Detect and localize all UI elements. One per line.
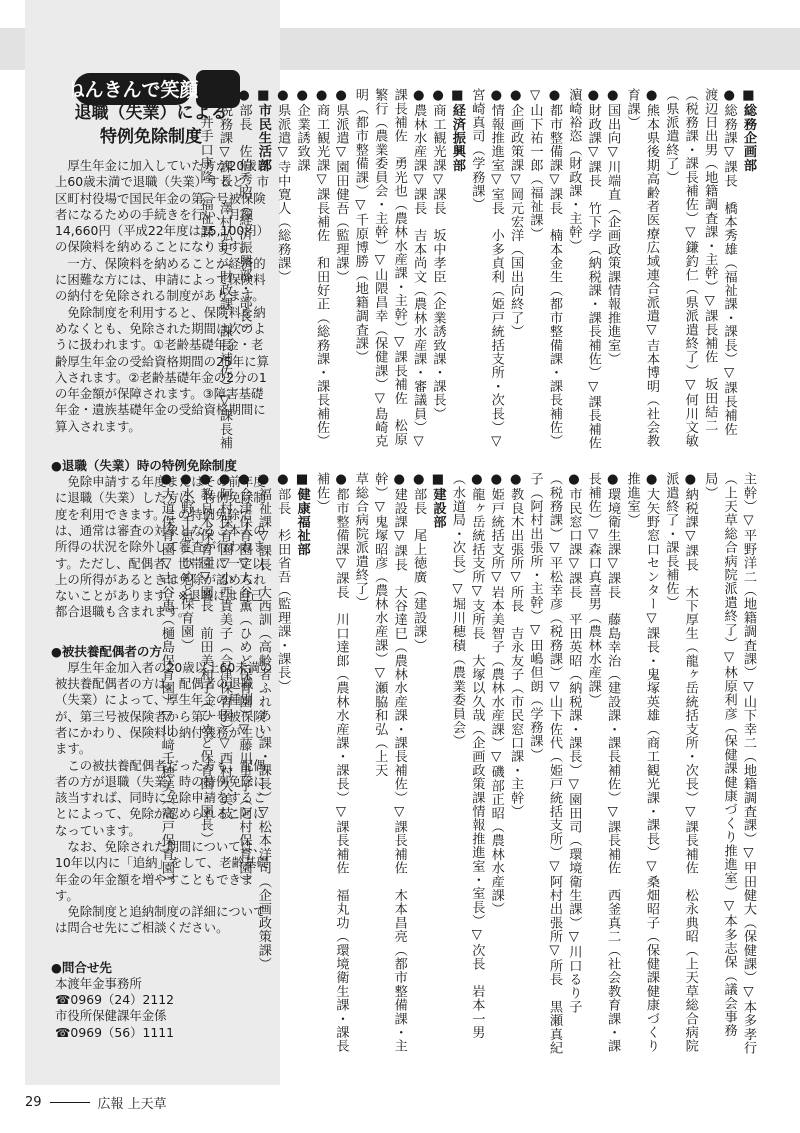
page-title-line1: 退職（失業）による: [74, 103, 228, 123]
spouse-paragraph-1: 厚生年金加入者の20歳以上60未満の被扶養配偶者の方は、配偶者の退職（失業）によって、厚生年金の種別が、第三号被保険者から第一号被保険者にかわり、保険料の納付義務が生じます。: [55, 659, 273, 757]
contact-office-2: 市役所保健課年金係: [55, 1008, 167, 1024]
contact-tel-1: ☎0969（24）2112: [55, 992, 175, 1008]
spouse-paragraph-4: 免除制度と追納制度の詳細については問合せ先にご相談ください。: [55, 904, 266, 936]
footer-divider: [50, 1102, 90, 1103]
page-title-line2: 特例免除制度: [100, 127, 202, 147]
intro-paragraph-3: 免除制度を利用すると、保険料を納めなくとも、免除された期間は次のように扱われます。①老齢基礎年金・老齢厚生年金の受給資格期間の25年に算入されます。②老齢基礎年金の2分の1の年金額が保障されます。③障害基礎年金・遺族基礎年金の受給資格期間に算入されます。: [55, 304, 270, 434]
heading-contact: ●問合せ先: [51, 959, 112, 975]
intro-paragraph-1: 厚生年金に加入していた方が20歳以上60歳未満で退職（失業）すると、市区町村役場で国民年金の第一号被保険者になるための手続きを行い、月額14,660円（平成22年度は15,100円）の保険料を納めることになります。: [55, 158, 270, 255]
contact-tel-2: ☎0969（56）1111: [55, 1024, 175, 1040]
retire-paragraph: 免除申請する年度またはその前年度に退職（失業）した方は、特例免除制度を利用できます。この特例免除では、通常は審査の対象となるご本人の所得の状況を除外して審査が行われます。ただし、配偶者、世帯主に一定以上の所得があるときは免除が認められないことがあります。※退職には自己都合退職も含まれます。: [55, 474, 266, 620]
publication-name: 広報 上天草: [97, 1097, 167, 1112]
page-footer: [25, 1093, 167, 1112]
personnel-upper-text: ■総務企画部 ●総務課▽課長 橋本秀雄（福祉課・課長）▽課長補佐 渡辺日出男（地籍調査課・主幹）▽課長補佐 坂田結二（税務課・課長補佐）▽鎌釣仁（県派遣終了）▽何川文敏（県派遣終了） ●熊本県後期高齢者医療広域連合派遣▽吉本博明（社会教育課） ●国出向▽川端直（企画政策課情報推進室） ●財政課▽課長 竹下学（納税課・課長補佐）▽課長補佐 濵崎裕恣（財政課・主幹） ●都市整備課▽課長 楠本金生（都市整備課・課長補佐）▽山下祐一郎（福祉課） ●企画政策課▽岡元宏洋（国出向終了） ●情報推進室▽室長 小多貞利（姫戸統括支所・次長）▽ 宮崎真司（学務課） ■経済振興部 ●商工観光課▽課長 坂中孝臣（企業誘致課・課長） ●農林水産課▽課長 吉本尚文（農林水産課・審議員）▽課長補佐 勇光也（農林水産課・主幹）▽課長補佐 松原繁行（農業委員会・主幹）▽山隈昌幸（保健課）▽島崎克明（都市整備課）▽千原博勝（地籍調査課） ●県派遣▽園田健吾（監理課） ●商工観光課▽課長補佐 和田好正（総務課・課長補佐） ●企業誘致課 ●県派遣▽寺中寛人（総務課） ■市民生活部 ●部長 佐伯秀昭（経済振興部・部長） ●税務課▽課長 澤村弘史（財政課・課長補佐）▽課長補佐 井手口康隆（福祉課・: [197, 88, 756, 464]
page-number: 29: [25, 1095, 42, 1110]
spouse-paragraph-3: なお、免除された期間については、10年以内に「追納」をして、老齢基礎年金の年金額を増やすこともできます。: [55, 838, 269, 903]
spouse-paragraph-2: この被扶養配偶者だった方も、配偶者の方が退職（失業）時の特例免除に該当すれば、同時に免除申請をすることによって、免除が認められることになっています。: [55, 757, 266, 838]
personnel-upper-block: [197, 88, 758, 464]
contact-office-1: 本渡年金事務所: [55, 975, 142, 991]
heading-retire: ●退職（失業）時の特例免除制度: [51, 458, 237, 474]
heading-spouse: ●被扶養配偶者の方: [51, 643, 162, 659]
intro-paragraph-2: 一方、保険料を納めることが経済的に困難な方には、申請によって保険料の納付を免除される制度があります。: [55, 255, 266, 304]
personnel-lower-text: 主幹）▽平野洋二（地籍調査課）▽山下幸二（地籍調査課）▽甲田健大（保健課）▽本多孝行（上天草総合病院派遣終了）▽林原利彦（保健課健康づくり推進室）▽本多志保（議会事務局） ●納税課▽課長 木下厚生（龍ヶ岳統括支所・次長）▽課長補佐 松永典昭（上天草総合病院派遣終了・課長補佐） ●大矢野窓口センター▽課長・鬼塚英雄（商工観光課・課長）▽桑畑昭子（保健課健康づくり推進室） ●環境衛生課▽課長 藤島幸治（建設課・課長補佐）▽課長補佐 西釜真二（社会教育課・課長補佐）▽森口真喜男（農林水産課） ●市民窓口課▽課長 平田英昭（納税課・課長）▽園田司（環境衛生課）▽川口るり子 （税務課）▽平松幸彦（税務課）▽山下佐代（姫戸統括支所）▽阿村出張所▽所長 黒瀬真紀子（阿村出張所・主幹）▽田嶋但朗（学務課） ●教良木出張所▽所長 吉永友子（市民窓口課・主幹） ●姫戸統括支所▽岩本美智子（農林水産課）▽磯部正昭（農林水産課） ●龍ヶ岳統括支所▽支所長 大塚以久哉（企画政策課情報推進室・室長）▽次長 岩本一男（水道局・次長）▽堀川穂積（農業委員会） ■建設部 ●部長 尾上徳廣（建設課） ●建設課▽課長 大谷達巳（農林水産課・課長補佐）▽課長補佐 木本昌亮（都市整備課・主幹）▽鬼塚昭彦（農林水産課）▽瀬脇和弘（上天 草総合病院派遣終了） ●都市整備課▽課長 川口達郎（農林水産課・課長）▽課長補佐 福丸功（環境衛生課・課長補佐） ■健康福祉部 ●部長 杉田省吾（監理課・課長） ●福祉課▽課長 大西訓（高齢者ふれあい課・課長）▽松本洋司（企画政策課） ●合津保育園▽大谷薫（ひめど保育園）▽藤川里子（阿村保育園） ●阿村保育園▽小西貴美子（合津保育園）▽西村久美枝 ●教良木保育園▽園長 前田美和子（ひめど保育園・園長） ●水野千恵（ひめど保育園） ●大道保育園▽古谷恵（樋島保育園）▽川﨑千穂美（高戸保育園）: [158, 472, 756, 1055]
logo-text: ねんきんで笑顔: [72, 79, 199, 101]
